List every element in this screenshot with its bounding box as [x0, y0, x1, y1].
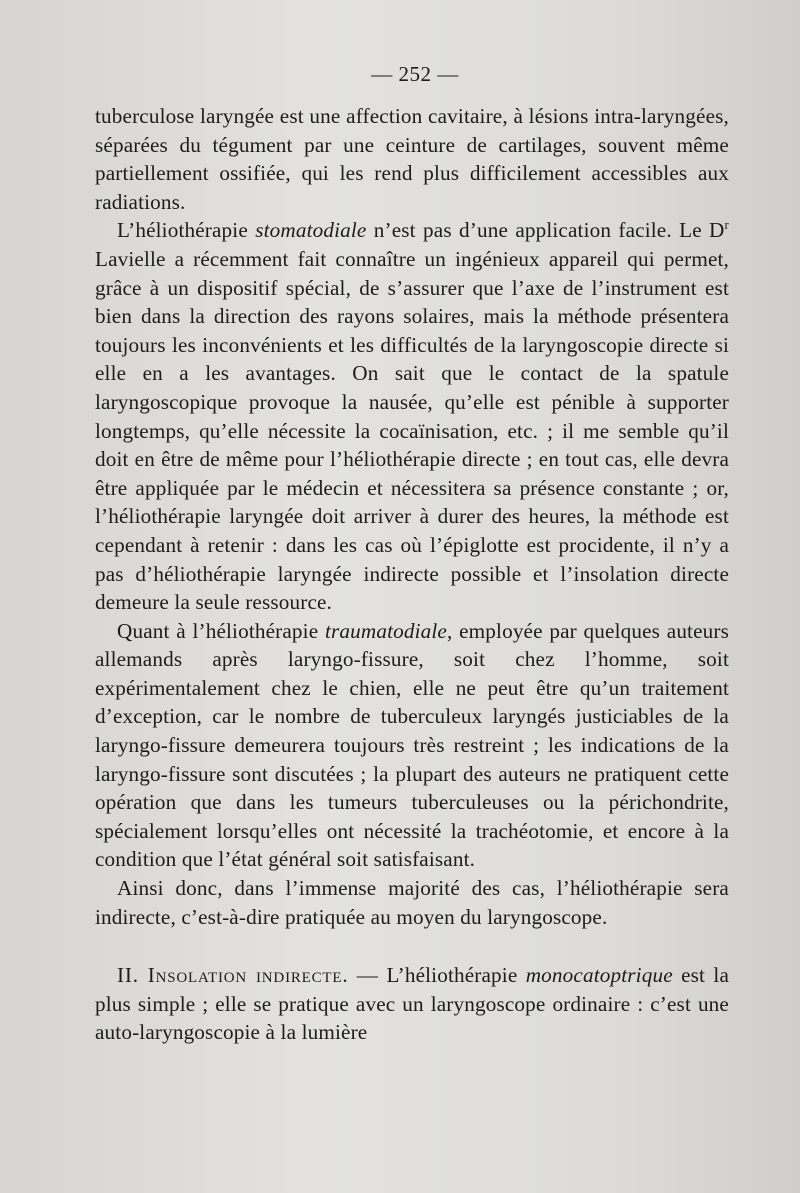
- paragraph-text: tuberculose laryngée est une affection cavitaire, à lésions intra-laryngées, séparées du tégument par une ceinture de cartilages, souvent même partiellement ossifiée, qui les rend plus difficilement accessibles aux radiations.: [95, 104, 729, 214]
- section-heading: II. Insolation indirecte.: [117, 963, 349, 988]
- body-text: [95, 102, 729, 1047]
- paragraph-text: Ainsi donc, dans l’immense majorité des cas, l’héliothérapie sera indirecte, c’est-à-dire pratiquée au moyen du laryngoscope.: [95, 876, 729, 929]
- page-number: — 252 —: [371, 62, 459, 86]
- paragraph-tail: est la plus simple ; elle se pratique avec un laryngoscope ordinaire : c’est une auto-laryngoscopie à la lumière: [95, 963, 730, 1045]
- paragraph-mid: n’est pas d’une application facile. Le D: [366, 218, 725, 243]
- paragraph-stomatodiale: [95, 216, 729, 616]
- paragraph-continuation: [95, 102, 729, 216]
- superscript: r: [724, 217, 729, 233]
- paragraph-traumatodiale: [95, 617, 729, 874]
- paragraph-dash: — L’héliothérapie: [348, 963, 526, 988]
- section-insolation-indirecte: [95, 961, 729, 1047]
- italic-term: stomatodiale: [255, 218, 367, 243]
- paragraph-tail: , employée par quelques auteurs allemands après laryngo-fissure, soit chez l’homme, soit expérimentalement chez le chien, elle ne peut être qu’un traitement d’exception, car le nombre de tuberculeux laryngés justiciables de la laryngo-fissure demeurera toujours très restreint ; les indications de la laryngo-fissure sont discutées ; la plupart des auteurs ne pratiquent cette opération que dans les tumeurs tuberculeuses ou la périchondrite, spécialement lorsqu’elles ont nécessité la trachéotomie, et encore à la condition que l’état général soit satisfaisant.: [95, 618, 729, 872]
- paragraph-conclusion: [95, 874, 729, 931]
- italic-term: traumatodiale: [324, 618, 447, 643]
- paragraph-lead: Quant à l’héliothérapie: [117, 618, 325, 643]
- paragraph-tail: Lavielle a récemment fait connaître un ingénieux appareil qui permet, grâce à un dispositif spécial, de s’assurer que l’axe de l’instrument est bien dans la direction des rayons solaires, mais la méthode présentera toujours les inconvénients et les difficultés de la laryngoscopie directe si elle en a les avantages. On sait que le contact de la spatule laryngoscopique provoque la nausée, qu’elle est pénible à supporter longtemps, qu’elle nécessite la cocaïnisation, etc. ; il me semble qu’il doit en être de même pour l’héliothérapie directe ; en tout cas, elle devra être appliquée par le médecin et nécessitera sa présence constante ; or, l’héliothérapie laryngée doit arriver à durer des heures, la méthode est cependant à retenir : dans les cas où l’épiglotte est procidente, il n’y a pas d’héliothérapie laryngée indirecte possible et l’insolation directe demeure la seule ressource.: [95, 246, 729, 615]
- italic-term: monocatoptrique: [525, 963, 673, 988]
- paragraph-lead: L’héliothérapie: [117, 218, 256, 243]
